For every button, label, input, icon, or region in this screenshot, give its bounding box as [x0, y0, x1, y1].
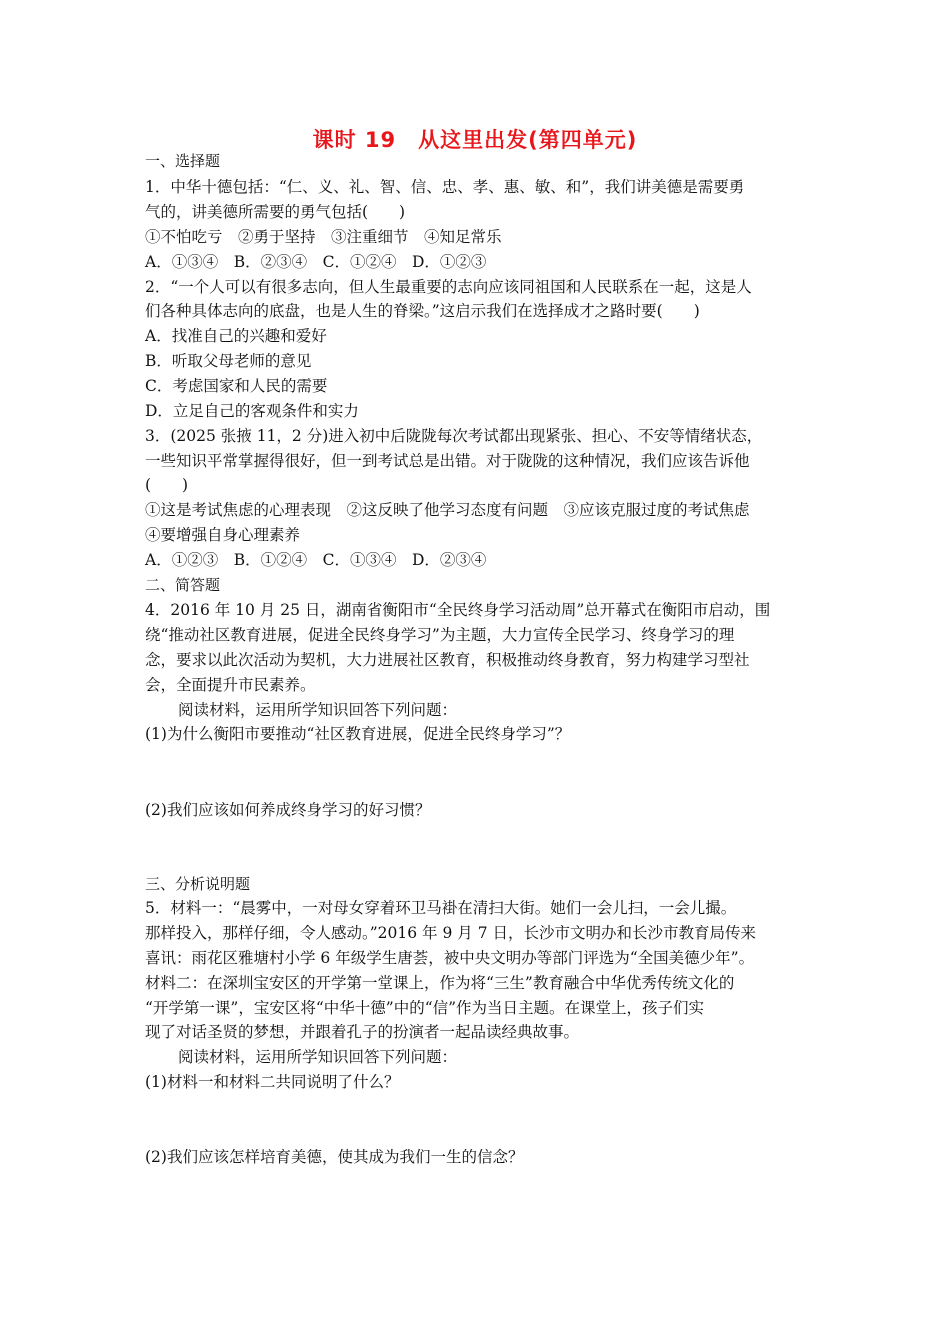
question-5-line-2: 那样投入，那样仔细，令人感动。”2016 年 9 月 7 日，长沙市文明办和长沙市教育局传来 — [145, 924, 756, 942]
question-5-instruction: 阅读材料，运用所学知识回答下列问题： — [178, 1048, 458, 1066]
question-1-options: A．①③④ B．②③④ C．①②④ D．①②③ — [145, 253, 487, 271]
question-4-instruction: 阅读材料，运用所学知识回答下列问题： — [178, 701, 458, 719]
question-4-line-1: 4．2016 年 10 月 25 日，湖南省衡阳市“全民终身学习活动周”总开幕式在衡阳市启动，围 — [145, 601, 771, 619]
question-5-line-5: “开学第一课”，宝安区将“中华十德”中的“信”作为当日主题。在课堂上，孩子们实 — [145, 999, 705, 1017]
question-1-items: ①不怕吃亏 ②勇于坚持 ③注重细节 ④知足常乐 — [145, 228, 502, 246]
question-5-line-4: 材料二：在深圳宝安区的开学第一堂课上，作为将“三生”教育融合中华优秀传统文化的 — [145, 974, 735, 992]
question-1-line-1: 1．中华十德包括：“仁、义、礼、智、信、忠、孝、惠、敏、和”，我们讲美德是需要勇 — [145, 178, 745, 196]
question-3-line-3: ( ) — [145, 476, 189, 494]
question-5-sub-1: (1)材料一和材料二共同说明了什么？ — [145, 1073, 400, 1091]
question-4-sub-1: (1)为什么衡阳市要推动“社区教育进展，促进全民终身学习”？ — [145, 725, 571, 743]
question-2-line-2: 们各种具体志向的底盘，也是人生的脊梁。”这启示我们在选择成才之路时要( ) — [145, 302, 700, 320]
question-2-option-d: D．立足自己的客观条件和实力 — [145, 402, 359, 420]
question-4-line-3: 念，要求以此次活动为契机，大力进展社区教育，积极推动终身教育，努力构建学习型社 — [145, 651, 750, 669]
question-5-line-6: 现了对话圣贤的梦想，并跟着孔子的扮演者一起品读经典故事。 — [145, 1023, 580, 1041]
section-heading-short-answer: 二、简答题 — [145, 576, 221, 594]
section-heading-analysis: 三、分析说明题 — [145, 875, 251, 893]
question-2-option-c: C．考虑国家和人民的需要 — [145, 377, 328, 395]
question-5-line-3: 喜讯：雨花区雅塘村小学 6 年级学生唐荟，被中央文明办等部门评选为“全国美德少年”。 — [145, 949, 755, 967]
question-3-items-2: ④要增强自身心理素养 — [145, 526, 301, 544]
question-5-sub-2: (2)我们应该怎样培育美德，使其成为我们一生的信念？ — [145, 1148, 524, 1166]
question-3-options: A．①②③ B．①②④ C．①③④ D．②③④ — [145, 551, 487, 569]
question-4-line-2: 绕“推动社区教育进展，促进全民终身学习”为主题，大力宣传全民学习、终身学习的理 — [145, 626, 735, 644]
question-5-line-1: 5．材料一：“晨雾中，一对母女穿着环卫马褂在清扫大街。她们一会儿扫，一会儿撮。 — [145, 899, 737, 917]
question-2-option-a: A．找准自己的兴趣和爱好 — [145, 327, 327, 345]
question-3-items-1: ①这是考试焦虑的心理表现 ②这反映了他学习态度有问题 ③应该克服过度的考试焦虑 — [145, 501, 750, 519]
question-4-line-4: 会，全面提升市民素养。 — [145, 676, 316, 694]
question-3-line-1: 3．(2025 张掖 11，2 分)进入初中后陇陇每次考试都出现紧张、担心、不安等情绪状态， — [145, 427, 763, 445]
question-3-line-2: 一些知识平常掌握得很好，但一到考试总是出错。对于陇陇的这种情况，我们应该告诉他 — [145, 452, 750, 470]
page-title: 课时 19 从这里出发(第四单元) — [312, 128, 638, 152]
question-1-line-2: 气的，讲美德所需要的勇气包括( ) — [145, 203, 406, 221]
section-heading-choice: 一、选择题 — [145, 152, 221, 170]
question-2-line-1: 2．“一个人可以有很多志向，但人生最重要的志向应该同祖国和人民联系在一起，这是人 — [145, 278, 752, 296]
question-2-option-b: B．听取父母老师的意见 — [145, 352, 312, 370]
question-4-sub-2: (2)我们应该如何养成终身学习的好习惯？ — [145, 801, 431, 819]
